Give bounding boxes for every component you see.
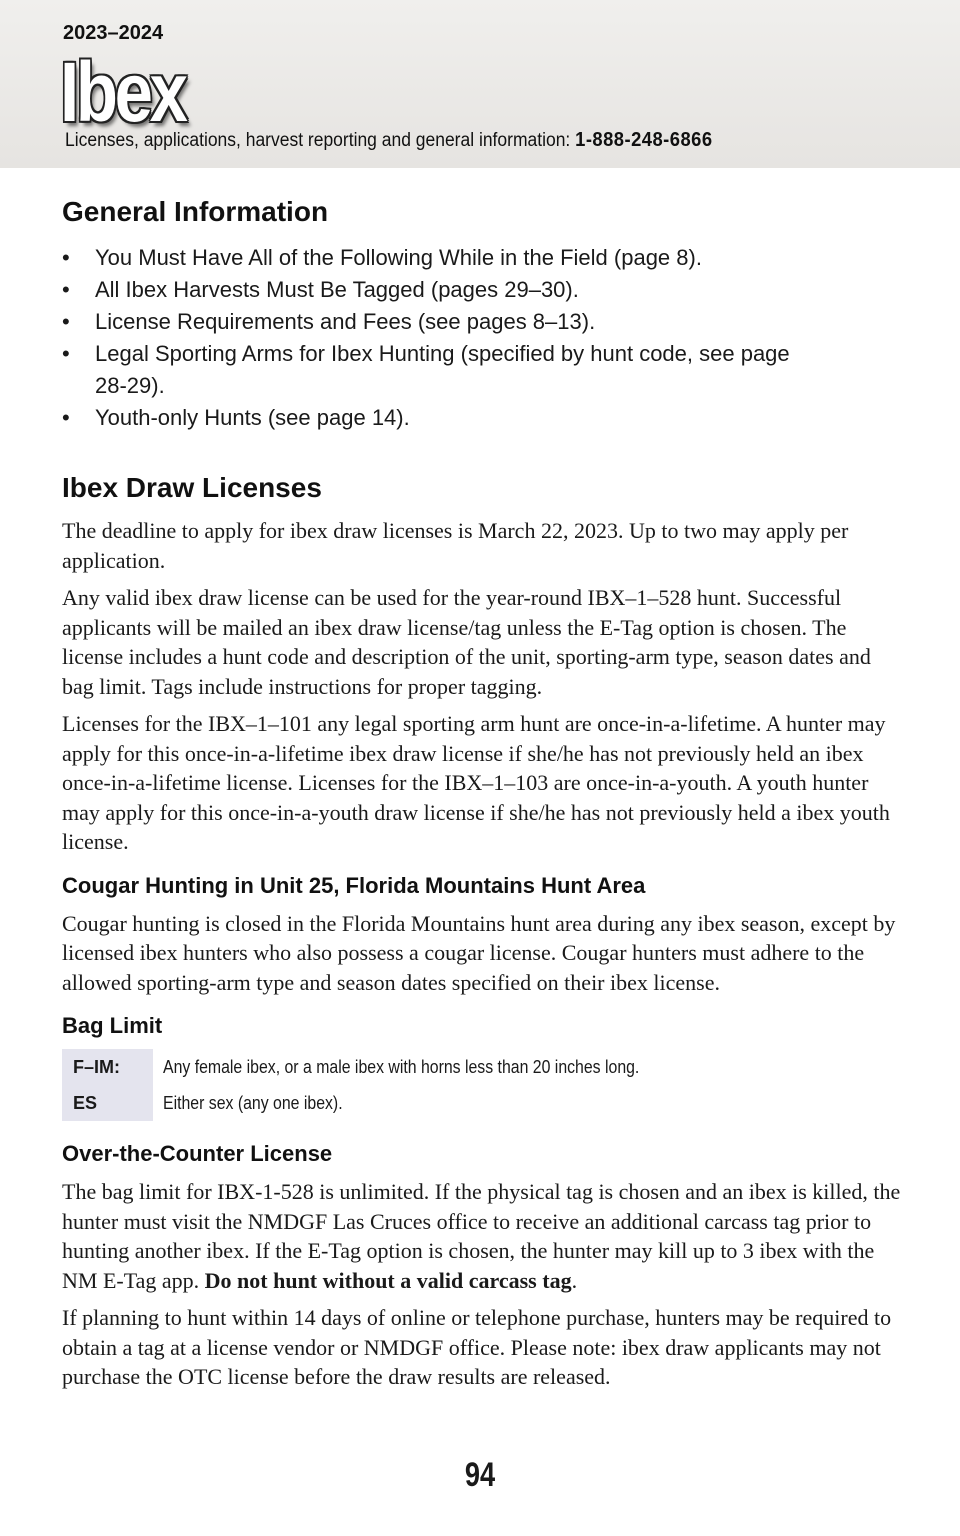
list-item: • Legal Sporting Arms for Ibex Hunting (specified by hunt code, see page 28-29). bbox=[62, 338, 815, 402]
list-item: • Youth-only Hunts (see page 14). bbox=[62, 402, 902, 434]
phone-number: 1-888-248-6866 bbox=[575, 129, 713, 151]
draw-paragraph-1: The deadline to apply for ibex draw licenses is March 22, 2023. Up to two may apply per application. bbox=[62, 518, 849, 573]
draw-licenses-heading: Ibex Draw Licenses bbox=[62, 472, 322, 503]
bag-description: Either sex (any one ibex). bbox=[163, 1092, 343, 1113]
otc-license-heading: Over-the-Counter License bbox=[62, 1141, 333, 1166]
bullet-icon: • bbox=[62, 309, 70, 334]
list-item: • You Must Have All of the Following While in the Field (page 8). bbox=[62, 242, 902, 274]
cougar-paragraph: Cougar hunting is closed in the Florida Mountains hunt area during any ibex season, except by licensed ibex hunters who also possess a cougar license. Cougar hunters must adhere to the allowed sporting-arm type and season dates specified on their ibex license. bbox=[62, 910, 896, 995]
main-content bbox=[62, 196, 902, 1392]
season-year: 2023–2024 bbox=[63, 22, 164, 44]
list-item: • All Ibex Harvests Must Be Tagged (pages 29–30). bbox=[62, 274, 902, 306]
bag-code: ES bbox=[62, 1085, 153, 1121]
page-title: Ibex bbox=[60, 45, 185, 139]
page-header bbox=[0, 0, 960, 168]
bag-limit-heading: Bag Limit bbox=[62, 1013, 163, 1038]
contact-text: Licenses, applications, harvest reporting and general information: bbox=[65, 130, 571, 151]
general-information-heading: General Information bbox=[62, 196, 329, 227]
bag-limit-table bbox=[62, 1049, 704, 1121]
bullet-icon: • bbox=[62, 341, 70, 366]
table-row bbox=[62, 1049, 704, 1085]
bullet-icon: • bbox=[62, 245, 70, 270]
bag-code: F–IM: bbox=[62, 1049, 153, 1085]
draw-paragraph-2: Any valid ibex draw license can be used for the year-round IBX–1–528 hunt. Successful applicants will be mailed an ibex draw license/tag unless the E-Tag option is chosen. The license includes a hunt code and description of the unit, sporting-arm type, season dates and bag limit. Tags include instructions for proper tagging. bbox=[62, 585, 871, 699]
draw-paragraph-3: Licenses for the IBX–1–101 any legal sporting arm hunt are once-in-a-lifetime. A hunter may apply for this once-in-a-lifetime ibex draw license if she/he has not previously held an ibex once-in-a-lifetime license. Licenses for the IBX–1–103 are once-in-a-youth. A youth hunter may apply for this once-in-a-youth draw license if she/he has not previously held a ibex youth license. bbox=[62, 711, 890, 854]
otc-paragraph-2: If planning to hunt within 14 days of online or telephone purchase, hunters may be required to obtain a tag at a license vendor or NMDGF office. Please note: ibex draw applicants may not purchase the OTC license before the draw results are released. bbox=[62, 1305, 892, 1389]
page-number: 94 bbox=[464, 1456, 496, 1494]
carcass-tag-warning: Do not hunt without a valid carcass tag bbox=[204, 1267, 572, 1293]
otc-paragraph-1: The bag limit for IBX-1-528 is unlimited. If the physical tag is chosen and an ibex is killed, the hunter must visit the NMDGF Las Cruces office to receive an additional carcass tag prior to hunting another ibex. If the E-Tag option is chosen, the hunter may kill up to 3 ibex with the NM E-Tag app. Do not hunt without a valid carcass tag. bbox=[62, 1179, 901, 1293]
cougar-hunting-heading: Cougar Hunting in Unit 25, Florida Mountains Hunt Area bbox=[62, 872, 646, 898]
bag-description: Any female ibex, or a male ibex with horns less than 20 inches long. bbox=[163, 1056, 640, 1077]
bullet-icon: • bbox=[62, 277, 70, 302]
list-item: • License Requirements and Fees (see pages 8–13). bbox=[62, 306, 902, 338]
contact-line bbox=[65, 129, 713, 152]
general-information-list bbox=[62, 242, 902, 434]
bullet-icon: • bbox=[62, 405, 70, 430]
table-row bbox=[62, 1085, 704, 1121]
